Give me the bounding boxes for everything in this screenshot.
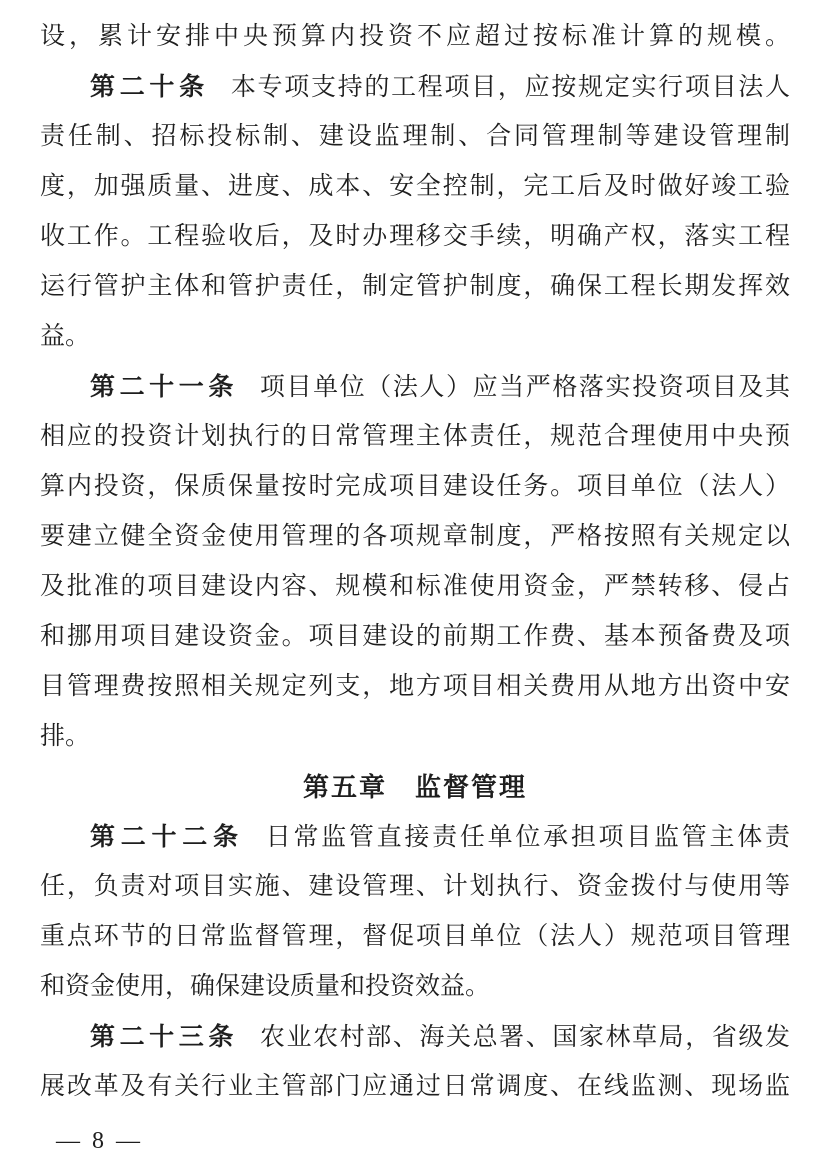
text-line: 目管理费按照相关规定列支，地方项目相关费用从地方出资中安 bbox=[40, 673, 790, 700]
text-line: 重点环节的日常监督管理，督促项目单位（法人）规范项目管理 bbox=[40, 923, 790, 950]
article-text: 日常监管直接责任单位承担项目监管主体责 bbox=[265, 824, 790, 851]
article-text: 本专项支持的工程项目，应按规定实行项目法人 bbox=[230, 74, 790, 101]
text-line: 度，加强质量、进度、成本、安全控制，完工后及时做好竣工验 bbox=[40, 173, 790, 200]
text-line: 运行管护主体和管护责任，制定管护制度，确保工程长期发挥效 bbox=[40, 273, 790, 300]
text-line: 收工作。工程验收后，及时办理移交手续，明确产权，落实工程 bbox=[40, 223, 790, 250]
article-number: 第二十二条 bbox=[90, 823, 244, 851]
article-opening-line bbox=[40, 812, 790, 862]
article-opening-line bbox=[40, 62, 790, 112]
paragraph-end-line: 益。 bbox=[40, 323, 91, 350]
article-opening-line bbox=[40, 1012, 790, 1062]
text-line: 责任制、招标投标制、建设监理制、合同管理制等建设管理制 bbox=[40, 123, 790, 150]
article-text: 农业农村部、海关总署、国家林草局，省级发 bbox=[259, 1024, 790, 1051]
text-line: 设，累计安排中央预算内投资不应超过按标准计算的规模。 bbox=[40, 23, 790, 50]
article-text: 项目单位（法人）应当严格落实投资项目及其 bbox=[259, 374, 790, 401]
text-line: 及批准的项目建设内容、规模和标准使用资金，严禁转移、侵占 bbox=[40, 573, 790, 600]
text-line: 要建立健全资金使用管理的各项规章制度，严格按照有关规定以 bbox=[40, 523, 790, 550]
article-number: 第二十三条 bbox=[90, 1023, 238, 1051]
article-number: 第二十一条 bbox=[90, 373, 238, 401]
text-line: 展改革及有关行业主管部门应通过日常调度、在线监测、现场监 bbox=[40, 1073, 790, 1100]
article-number: 第二十条 bbox=[90, 73, 209, 101]
paragraph-end-line: 和资金使用，确保建设质量和投资效益。 bbox=[40, 973, 491, 1000]
text-line: 算内投资，保质保量按时完成项目建设任务。项目单位（法人） bbox=[40, 473, 790, 500]
text-line: 和挪用项目建设资金。项目建设的前期工作费、基本预备费及项 bbox=[40, 623, 790, 650]
article-opening-line bbox=[40, 362, 790, 412]
page-number: — 8 — bbox=[56, 1128, 143, 1154]
text-line: 相应的投资计划执行的日常管理主体责任，规范合理使用中央预 bbox=[40, 423, 790, 450]
paragraph-end-line: 排。 bbox=[40, 723, 91, 750]
text-line: 任，负责对项目实施、建设管理、计划执行、资金拨付与使用等 bbox=[40, 873, 790, 900]
chapter-heading: 第五章 监督管理 bbox=[302, 772, 527, 802]
